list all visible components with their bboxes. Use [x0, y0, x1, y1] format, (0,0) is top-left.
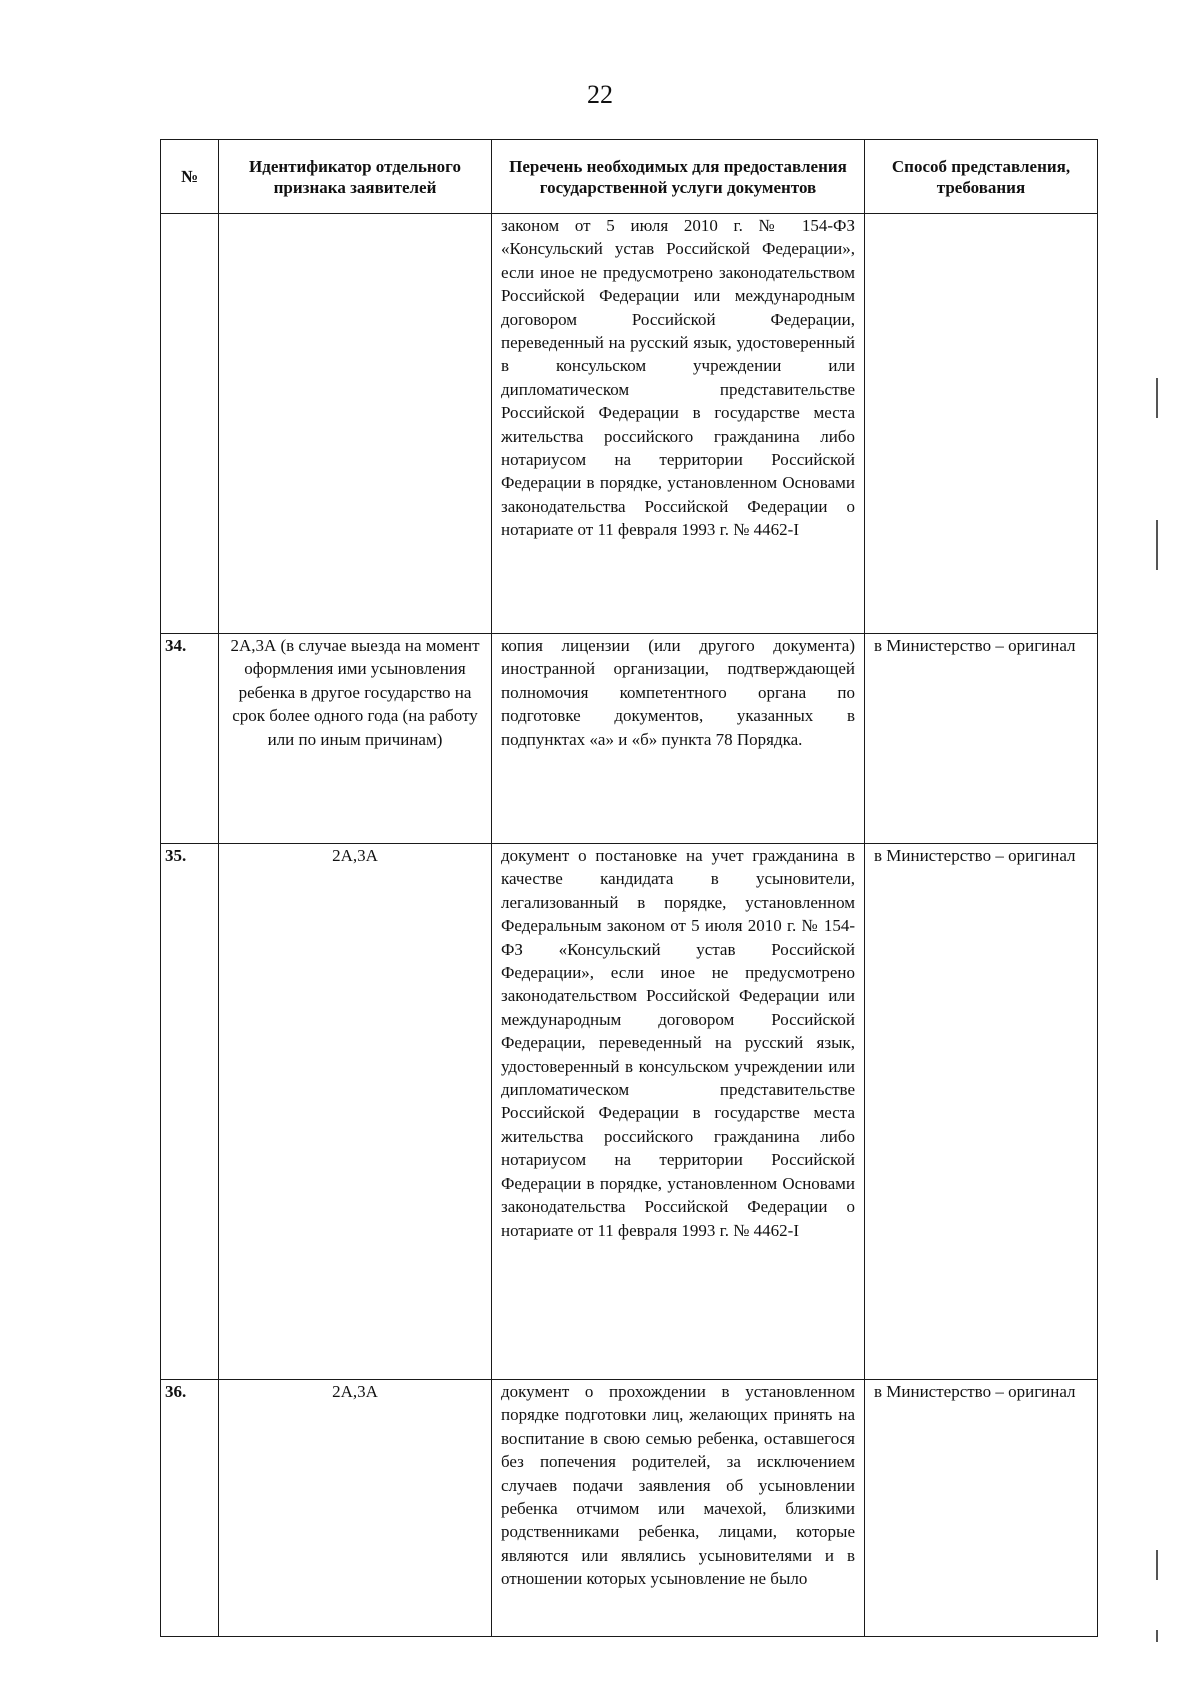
scan-edge-mark	[1156, 520, 1158, 570]
row-documents: копия лицензии (или другого документа) иностранной организации, подтверждающей полномочия компетентного органа по подготовке документов, указанных в подпунктах «а» и «б» пункта 78 Порядка.	[492, 634, 865, 844]
row-documents: документ о прохождении в установленном порядке подготовки лиц, желающих принять на воспитание в свою семью ребенка, оставшегося без попечения родителей, за исключением случаев подачи заявления об усыновлении ребенка отчимом или мачехой, близкими родственниками ребенка, лицами, которые являются или являлись усыновителями и в отношении которых усыновление не было	[492, 1380, 865, 1637]
row-number: 36.	[161, 1380, 219, 1637]
row-documents: законом от 5 июля 2010 г. № 154-ФЗ «Консульский устав Российской Федерации», если иное не предусмотрено законодательством Российской Федерации или международным договором Российской Федерации, переведенный на русский язык, удостоверенный в консульском учреждении или дипломатическом представительстве Российской Федерации в государстве места жительства российского гражданина либо нотариусом на территории Российской Федерации в порядке, установленном Основами законодательства Российской Федерации о нотариате от 11 февраля 1993 г. № 4462-I	[492, 214, 865, 634]
row-method	[865, 214, 1098, 634]
row-method: в Министерство – оригинал	[865, 844, 1098, 1380]
row-identifier: 2А,3А	[219, 1380, 492, 1637]
row-number	[161, 214, 219, 634]
row-number: 35.	[161, 844, 219, 1380]
requirements-table	[160, 139, 1098, 1637]
row-identifier: 2А,3А	[219, 844, 492, 1380]
row-documents: документ о постановке на учет гражданина в качестве кандидата в усыновители, легализованный в порядке, установленном Федеральным законом от 5 июля 2010 г. № 154-ФЗ «Консульский устав Российской Федерации», если иное не предусмотрено законодательством Российской Федерации или международным договором Российской Федерации, переведенный на русский язык, удостоверенный в консульском учреждении или дипломатическом представительстве Российской Федерации в государстве места жительства российского гражданина либо нотариусом на территории Российской Федерации в порядке, установленном Основами законодательства Российской Федерации о нотариате от 11 февраля 1993 г. № 4462-I	[492, 844, 865, 1380]
scan-edge-mark	[1156, 378, 1158, 418]
table-row	[161, 1380, 1098, 1637]
row-number: 34.	[161, 634, 219, 844]
row-identifier: 2А,3А (в случае выезда на момент оформления ими усыновления ребенка в другое государство на срок более одного года (на работу или по иным причинам)	[219, 634, 492, 844]
table-row	[161, 214, 1098, 634]
header-documents: Перечень необходимых для предоставления государственной услуги документов	[492, 140, 865, 214]
header-method: Способ представления, требования	[865, 140, 1098, 214]
scan-edge-mark	[1156, 1550, 1158, 1580]
scan-edge-mark	[1156, 1630, 1158, 1642]
page-number: 22	[587, 80, 613, 109]
table-row	[161, 634, 1098, 844]
table-row	[161, 844, 1098, 1380]
header-num: №	[161, 140, 219, 214]
row-method: в Министерство – оригинал	[865, 1380, 1098, 1637]
header-identifier: Идентификатор отдельного признака заявителей	[219, 140, 492, 214]
row-identifier	[219, 214, 492, 634]
table-header-row	[161, 140, 1098, 214]
row-method: в Министерство – оригинал	[865, 634, 1098, 844]
